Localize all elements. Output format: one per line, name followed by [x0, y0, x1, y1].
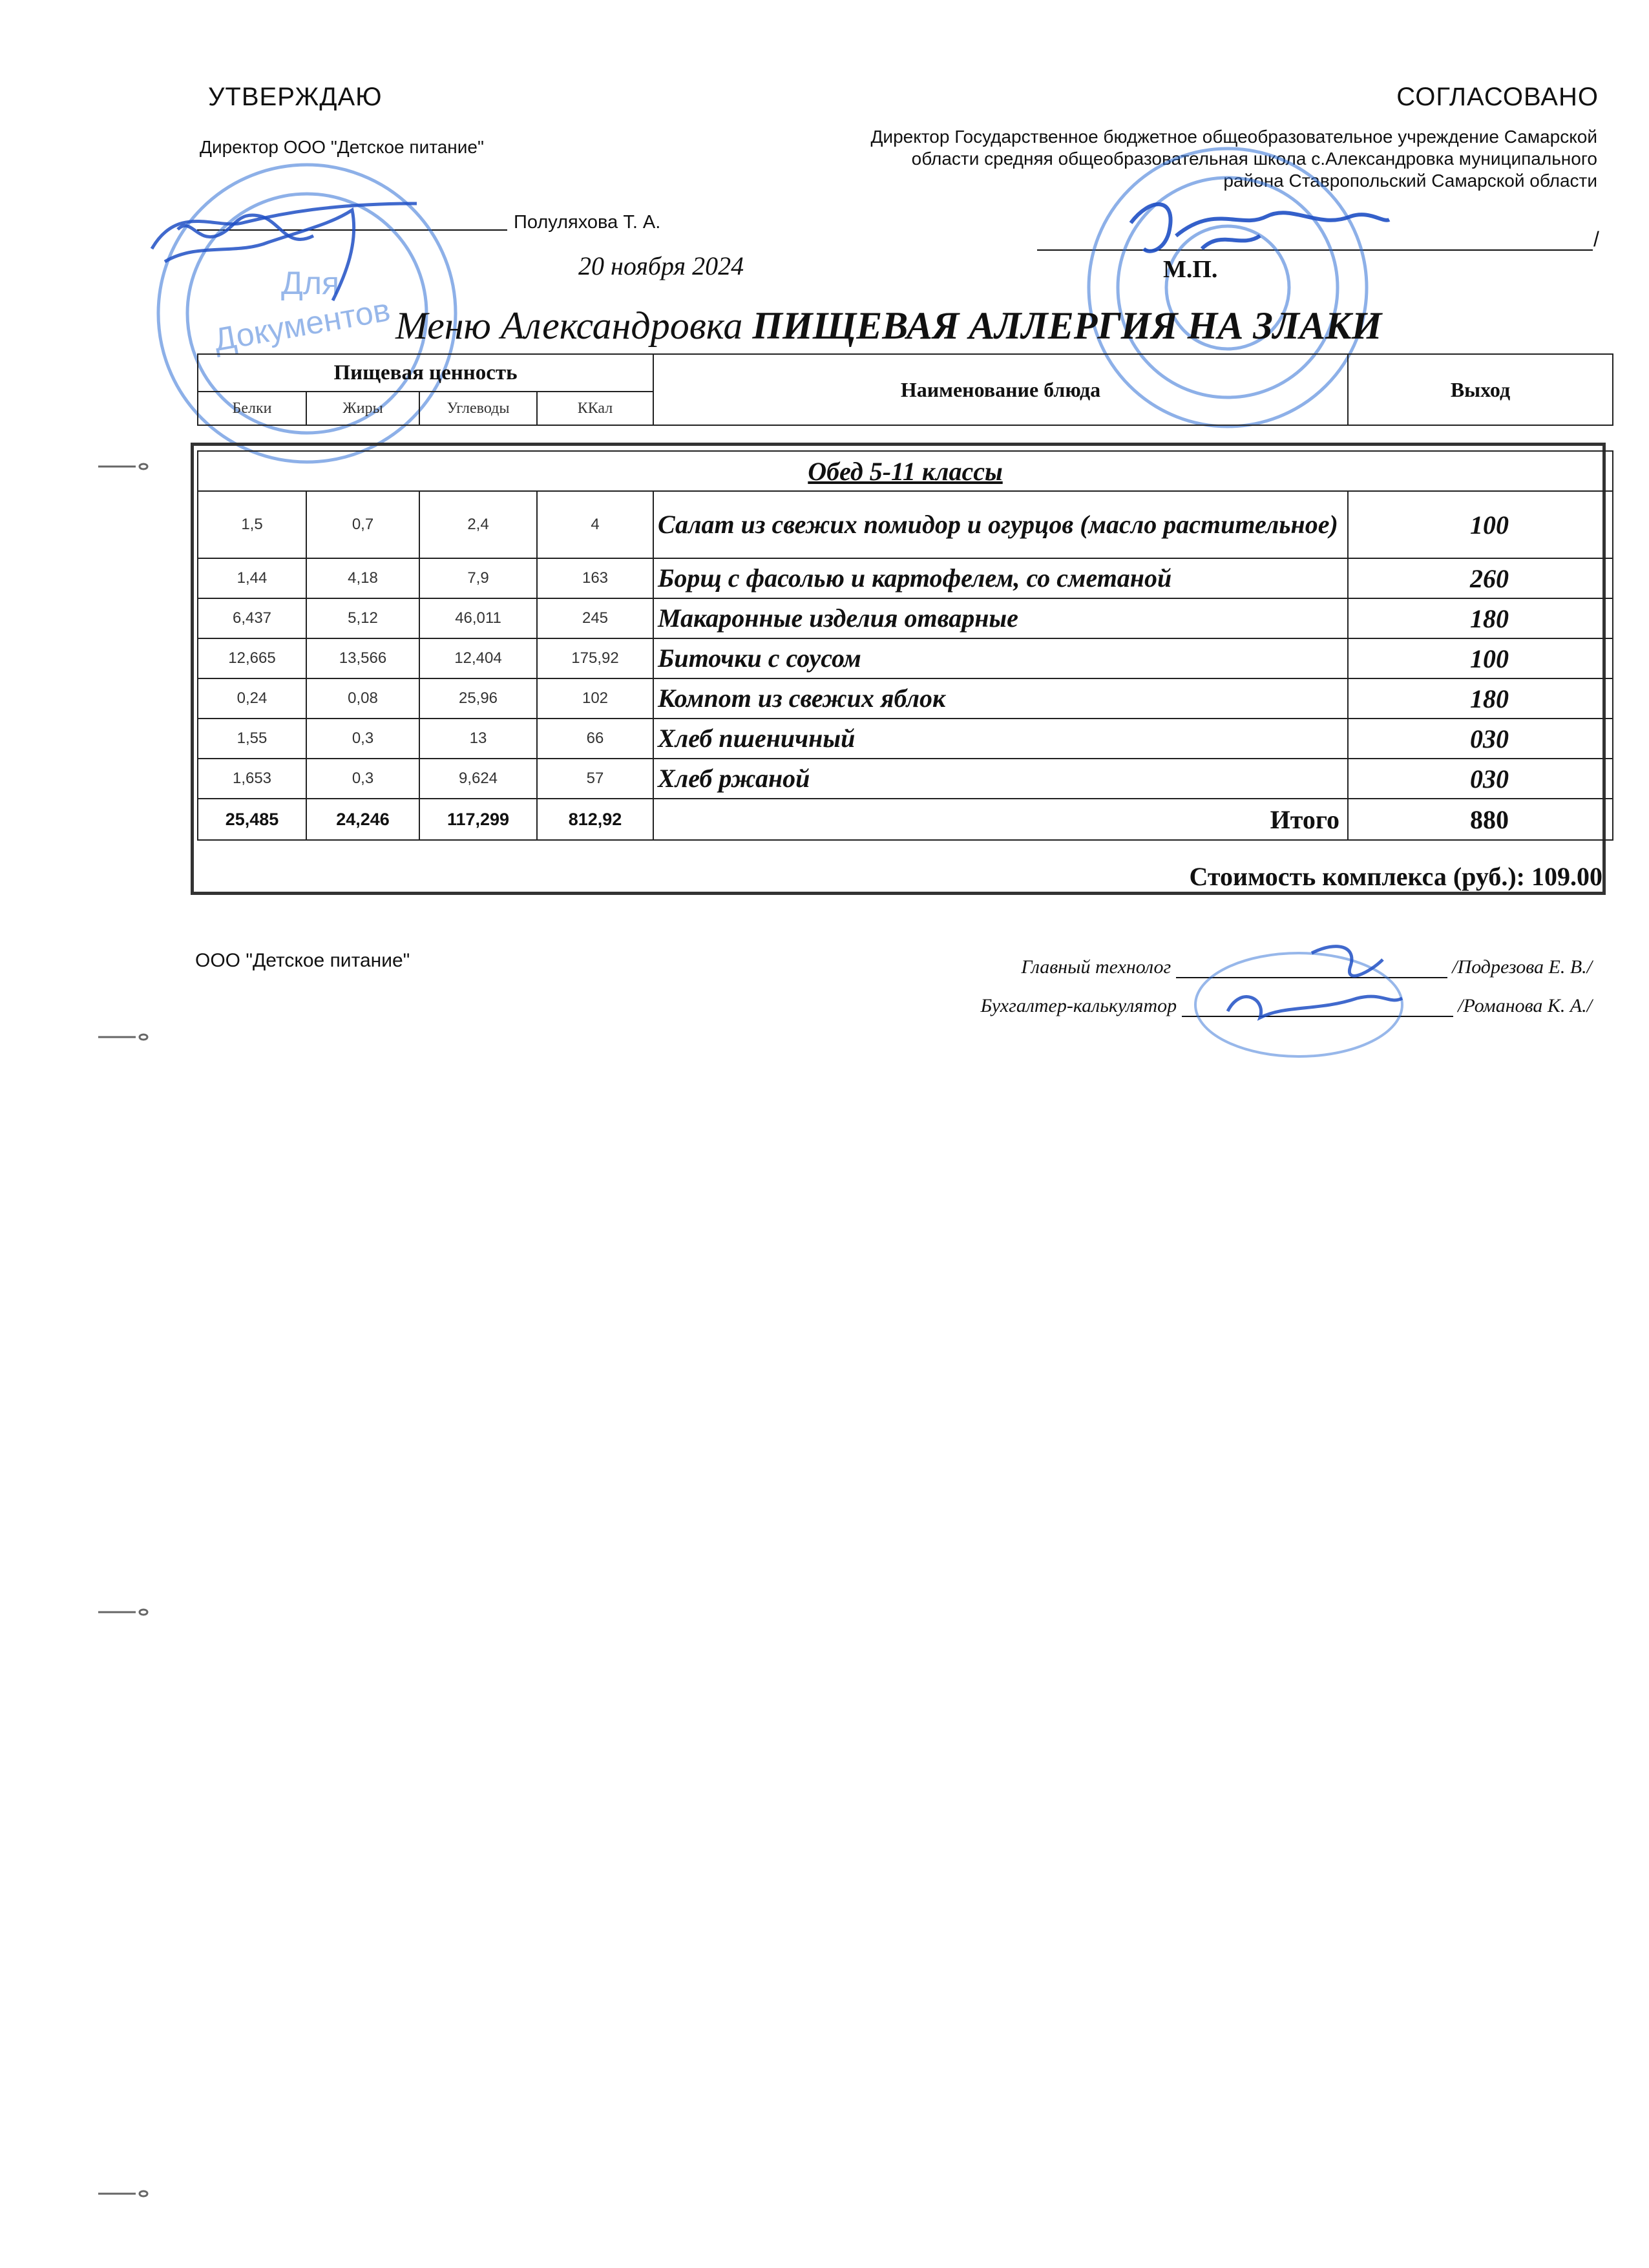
row-dish-name: Салат из свежих помидор и огурцов (масло растительное)	[653, 491, 1348, 558]
footer-organization: ООО "Детское питание"	[195, 950, 410, 971]
protein-header: Белки	[198, 392, 306, 425]
menu-rows	[198, 491, 1613, 799]
menu-row	[198, 638, 1613, 678]
row-kcal: 102	[537, 678, 653, 719]
row-carbs: 25,96	[419, 678, 537, 719]
total-fat: 24,246	[306, 799, 419, 840]
row-kcal: 245	[537, 598, 653, 638]
row-kcal: 66	[537, 719, 653, 759]
agreed-role-line-2: области средняя общеобразовательная школа с.Александровка муниципального	[911, 149, 1597, 169]
row-carbs: 13	[419, 719, 537, 759]
left-stamp-word-1: Для	[281, 265, 340, 301]
row-output: 030	[1348, 759, 1613, 799]
row-fat: 0,7	[306, 491, 419, 558]
row-output: 100	[1348, 638, 1613, 678]
row-kcal: 163	[537, 558, 653, 598]
chief-technologist-name: /Подрезова Е. В./	[1452, 956, 1592, 978]
menu-row	[198, 719, 1613, 759]
row-protein: 0,24	[198, 678, 306, 719]
row-output: 180	[1348, 678, 1613, 719]
left-stamp-word-2: Документов	[211, 291, 394, 359]
kcal-header: ККал	[537, 392, 653, 425]
row-dish-name: Борщ с фасолью и картофелем, со сметаной	[653, 558, 1348, 598]
chief-technologist-role: Главный технолог	[1021, 956, 1171, 978]
row-fat: 0,08	[306, 678, 419, 719]
row-output: 100	[1348, 491, 1613, 558]
mp-label: М.П.	[1163, 256, 1218, 283]
row-output: 260	[1348, 558, 1613, 598]
document-title-prefix: Меню Александровка	[395, 304, 743, 347]
approve-title: УТВЕРЖДАЮ	[208, 83, 383, 111]
row-dish-name: Хлеб пшеничный	[653, 719, 1348, 759]
carbs-header: Углеводы	[419, 392, 537, 425]
row-carbs: 12,404	[419, 638, 537, 678]
row-dish-name: Биточки с соусом	[653, 638, 1348, 678]
nutrition-group-header: Пищевая ценность	[198, 354, 653, 392]
menu-row	[198, 491, 1613, 558]
row-carbs: 7,9	[419, 558, 537, 598]
menu-header-table	[197, 353, 1613, 426]
total-label: Итого	[653, 799, 1348, 840]
dish-name-header: Наименование блюда	[653, 354, 1348, 425]
total-carbs: 117,299	[419, 799, 537, 840]
row-fat: 5,12	[306, 598, 419, 638]
row-protein: 1,5	[198, 491, 306, 558]
agreed-role-line-1: Директор Государственное бюджетное общеобразовательное учреждение Самарской	[870, 127, 1597, 147]
row-protein: 12,665	[198, 638, 306, 678]
row-carbs: 2,4	[419, 491, 537, 558]
row-fat: 0,3	[306, 719, 419, 759]
menu-row	[198, 558, 1613, 598]
document-title-bold: ПИЩЕВАЯ АЛЛЕРГИЯ НА ЗЛАКИ	[752, 304, 1382, 347]
row-carbs: 9,624	[419, 759, 537, 799]
row-dish-name: Хлеб ржаной	[653, 759, 1348, 799]
edge-mark-4	[97, 2187, 162, 2200]
accountant-role: Бухгалтер-калькулятор	[980, 995, 1177, 1016]
output-header: Выход	[1348, 354, 1613, 425]
approve-date: 20 ноября 2024	[578, 251, 744, 280]
total-protein: 25,485	[198, 799, 306, 840]
edge-mark-3	[97, 1606, 162, 1619]
agreed-role-line-3: района Ставропольский Самарской области	[1223, 171, 1597, 191]
footer-stamp-image	[1189, 934, 1422, 1063]
row-protein: 1,55	[198, 719, 306, 759]
fat-header: Жиры	[306, 392, 419, 425]
row-kcal: 175,92	[537, 638, 653, 678]
accountant-name: /Романова К. А./	[1458, 995, 1592, 1016]
row-kcal: 4	[537, 491, 653, 558]
row-dish-name: Компот из свежих яблок	[653, 678, 1348, 719]
row-protein: 1,653	[198, 759, 306, 799]
menu-row	[198, 759, 1613, 799]
total-kcal: 812,92	[537, 799, 653, 840]
approve-name: Полуляхова Т. А.	[514, 212, 661, 233]
edge-mark-1	[97, 460, 162, 473]
total-output: 880	[1348, 799, 1613, 840]
section-title: Обед 5-11 классы	[198, 451, 1613, 491]
row-output: 030	[1348, 719, 1613, 759]
menu-row	[198, 678, 1613, 719]
row-fat: 4,18	[306, 558, 419, 598]
complex-cost: Стоимость комплекса (руб.): 109.00	[1189, 862, 1602, 891]
row-carbs: 46,011	[419, 598, 537, 638]
document-title	[395, 304, 1381, 348]
row-protein: 1,44	[198, 558, 306, 598]
agreed-title: СОГЛАСОВАНО	[1396, 83, 1599, 111]
row-dish-name: Макаронные изделия отварные	[653, 598, 1348, 638]
approve-role: Директор ООО "Детское питание"	[200, 137, 484, 157]
row-output: 180	[1348, 598, 1613, 638]
row-fat: 0,3	[306, 759, 419, 799]
row-kcal: 57	[537, 759, 653, 799]
menu-body-table	[197, 450, 1613, 841]
agreed-slash: /	[1593, 227, 1599, 251]
menu-row	[198, 598, 1613, 638]
row-protein: 6,437	[198, 598, 306, 638]
row-fat: 13,566	[306, 638, 419, 678]
edge-mark-2	[97, 1031, 162, 1044]
